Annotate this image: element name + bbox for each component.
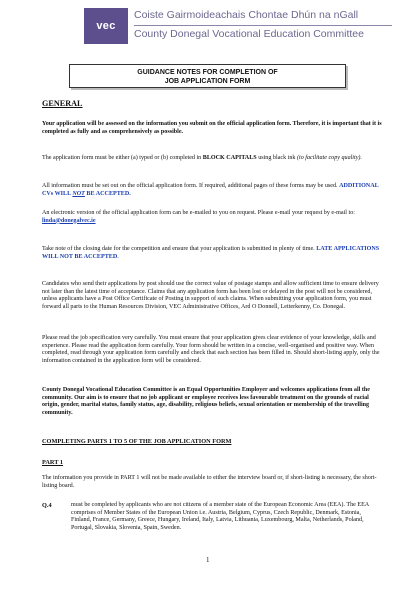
general-heading: GENERAL (42, 99, 83, 108)
letterhead-english-name: County Donegal Vocational Education Committee (134, 28, 364, 40)
p2-copy-quality: (to facilitate copy quality). (296, 155, 362, 161)
completing-parts-heading: COMPLETING PARTS 1 TO 5 OF THE JOB APPLICATION FORM (42, 438, 232, 445)
p2-text-a: The application form must be either (a) typed or (b) completed in (42, 155, 203, 161)
p5-period: . (117, 253, 119, 260)
paragraph-electronic-version (42, 210, 382, 225)
p2-block-capitals: BLOCK CAPITALS (202, 155, 257, 161)
document-title-box (69, 64, 346, 88)
paragraph-postal-applications: Candidates who send their applications by post should use the correct value of postage stamps and allow sufficient time to ensure delivery not later than the latest time of acceptance. Claims that any application form has been lost or delayed in the post will not be considered, unless applicants have a Post Office Certificate of Posting in support of such claims. When submitting your application form, you must forward all parts to the Human Resources Division, VEC Administrative Offices, Ard O Donnell, Letterkenny, Co. Donegal. (42, 281, 379, 310)
paragraph-closing-date (42, 246, 382, 261)
page-number: 1 (206, 556, 210, 564)
p4-text: An electronic version of the official application form can be e-mailed to you on request. Please e-mail your request by e-mail to: (42, 210, 355, 216)
q4-text: must be completed by applicants who are not citizens of a member state of the European Economic Area (EEA). The EEA comprises of Member States of the European Union i.e. Austria, Belgium, Cyprus, Czech Republic, Denmark, Estonia, Finland, France, Germany, Greece, Hungary, Ireland, Italy, Latvia, Lithuania, Luxembourg, Malta, Netherlands, Poland, Portugal, Slovakia, Slovenia, Spain, Sweden. (71, 502, 369, 531)
late-applications-warning: LATE APPLICATIONS WILL NOT BE ACCEPTED (42, 246, 380, 260)
paragraph-official-form (42, 183, 382, 198)
letterhead (84, 8, 394, 44)
part1-paragraph: The information you provide in PART 1 will not be made available to either the interview board or, if short-listing is necessary, the short-listing board. (42, 475, 377, 489)
paragraph-form-completion (42, 155, 382, 163)
paragraph-job-specification: Please read the job specification very carefully. You must ensure that your application gives clear evidence of your knowledge, skills and experience. Please read the application form carefully. Your form should be written in a concise, well-organised and positive way. When completed, read through your application form carefully and check that each section has been filled in. Should short-listing apply, only the information contained in the application form will be considered. (42, 335, 380, 364)
p2-text-c: using black ink (256, 155, 297, 161)
vec-logo: vec (84, 8, 128, 44)
part1-heading: PART 1 (42, 459, 64, 466)
letterhead-divider (134, 25, 392, 26)
document-title-line2: JOB APPLICATION FORM (164, 78, 251, 85)
paragraph-assessment: Your application will be assessed on the information you submit on the official application form. Therefore, it is important that it is completed as fully and as comprehensively as possible. (42, 121, 382, 135)
paragraph-equal-opportunities: County Donegal Vocational Education Committee is an Equal Opportunities Employer and welcomes applications from all the community. Our aim is to ensure that no job applicant or employee receives less favourable treatment on the grounds of racial origin, gender, marital status, family status, age, disability, religious beliefs, sexual orientation or membership of the travelling community. (42, 387, 371, 416)
letterhead-irish-name: Coiste Gairmoideachais Chontae Dhún na nGall (134, 9, 359, 21)
p3-cv-warning-d: BE ACCEPTED. (84, 190, 131, 197)
p3-cv-warning-not: NOT (72, 190, 85, 197)
p5-text: Take note of the closing date for the competition and ensure that your application is submitted in plenty of time. (42, 246, 317, 252)
document-title-line1: GUIDANCE NOTES FOR COMPLETION OF (137, 69, 278, 76)
email-link[interactable]: linda@donegalvec.ie (42, 217, 96, 224)
q4-label: Q.4 (42, 502, 52, 509)
p3-text-a: All information must be set out on the official application form. If required, additional pages of these forms may be used. (42, 183, 340, 189)
p3-cv-warning-a: ADDITIONAL CVs WILL (42, 183, 379, 197)
